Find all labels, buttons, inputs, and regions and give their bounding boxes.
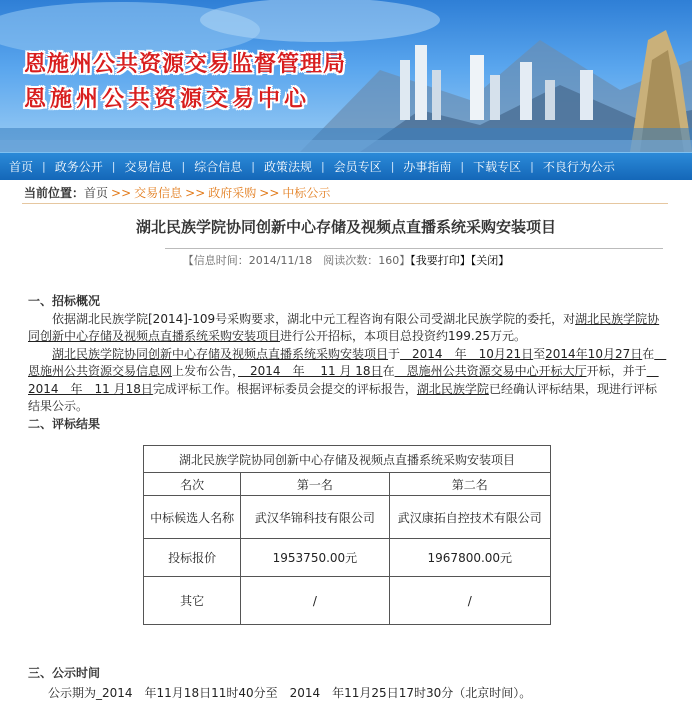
table-row (144, 577, 551, 625)
paragraph-text: 于 (388, 346, 401, 361)
nav-separator: | (111, 160, 116, 173)
section-heading-overview: 一、招标概况 (28, 294, 101, 308)
breadcrumb-arrow: >> (111, 186, 132, 200)
section-heading-publicity-period: 三、公示时间 (28, 666, 101, 680)
evaluation-date: 2014 年 11 月18日 (28, 364, 659, 396)
paragraph-text: 依据湖北民族学院[2014]-109号采购要求，湖北中元工程咨询有限公司受湖北民族学院的委托，对 (52, 311, 576, 326)
nav-item-general-info[interactable]: 综合信息 (194, 160, 243, 174)
project-name-link: 湖北民族学院协同创新中心存储及视频点直播系统采购安装项目 (28, 311, 660, 343)
paragraph-text: 完成评标工作。根据评标委员会提交的评标报告， (152, 381, 417, 396)
table-cell: 武汉华锦科技有限公司 (241, 496, 389, 539)
breadcrumb-home-link[interactable]: 首页 (84, 186, 109, 200)
nav-separator: | (460, 160, 465, 173)
nav-item-trade-info[interactable]: 交易信息 (124, 160, 173, 174)
bid-open-place: 恩施州公共资源交易中心开标大厅 (394, 364, 587, 378)
close-button[interactable]: 【关闭】 (470, 254, 510, 267)
article-meta (0, 252, 692, 268)
overview-paragraph-1 (28, 311, 668, 346)
breadcrumb (24, 184, 330, 201)
announce-website: 恩施州公共资源交易信息网 (28, 346, 667, 378)
table-cell: 中标候选人名称 (144, 496, 241, 539)
paragraph-text: 已经确认评标结果，现进行评标结果公示。 (28, 381, 657, 413)
publicity-period-text: 公示期为_2014 年11月18日11时40分至 2014 年11月25日17时30分（北京时间）。 (48, 686, 532, 700)
paragraph-text: 在 (642, 346, 655, 361)
nav-separator: | (181, 160, 186, 173)
breadcrumb-award-notice-link[interactable]: 中标公示 (282, 186, 331, 200)
table-header-cell: 第二名 (389, 473, 550, 496)
project-name-link: 湖北民族学院协同创新中心存储及视频点直播系统采购安装项目 (52, 346, 389, 361)
nav-item-members[interactable]: 会员专区 (333, 160, 382, 174)
breadcrumb-divider (22, 203, 668, 204)
evaluation-result-table (143, 445, 551, 625)
breadcrumb-arrow: >> (185, 186, 206, 200)
title-divider (165, 248, 663, 249)
bureau-title: 恩施州公共资源交易监督管理局 (24, 52, 347, 77)
overview-paragraph-2 (28, 346, 668, 416)
announce-end-date: 2014年10月27日 (545, 346, 643, 361)
breadcrumb-arrow: >> (259, 186, 280, 200)
table-cell: 其它 (144, 577, 241, 625)
table-cell: 1953750.00元 (241, 539, 389, 577)
table-row (144, 496, 551, 539)
print-button[interactable]: 【我要打印】 (410, 254, 471, 267)
nav-separator: | (251, 160, 255, 173)
breadcrumb-label: 当前位置： (24, 186, 85, 200)
table-cell: 投标报价 (144, 539, 241, 577)
announce-start-date: 2014 年 10月21日 (400, 346, 534, 361)
table-cell: / (241, 577, 389, 625)
paragraph-text: 开标，并于 (586, 364, 647, 378)
paragraph-text: 至 (533, 346, 546, 361)
table-header-cell: 第一名 (241, 473, 389, 496)
article-body (28, 293, 668, 433)
table-header-cell: 名次 (144, 473, 241, 496)
nav-item-home[interactable]: 首页 (9, 160, 34, 174)
nav-item-bad-behavior[interactable]: 不良行为公示 (542, 160, 615, 174)
paragraph-text: 进行公开招标，本项目总投资约199.25万元。 (280, 329, 527, 343)
breadcrumb-trade-info-link[interactable]: 交易信息 (134, 186, 183, 200)
table-caption: 湖北民族学院协同创新中心存储及视频点直播系统采购安装项目 (144, 446, 551, 473)
purchaser-name: 湖北民族学院 (416, 381, 489, 396)
center-title: 恩施州公共资源交易中心 (24, 87, 311, 112)
section-heading-results: 二、评标结果 (28, 416, 101, 431)
nav-item-downloads[interactable]: 下载专区 (473, 160, 522, 174)
table-cell: / (389, 577, 550, 625)
table-cell: 武汉康拓自控技术有限公司 (389, 496, 550, 539)
site-banner (0, 0, 692, 152)
bid-open-date: 2014 年 11 月 18日 (238, 364, 383, 378)
table-row (144, 539, 551, 577)
nav-item-government-affairs[interactable]: 政务公开 (54, 160, 103, 174)
nav-item-guide[interactable]: 办事指南 (403, 160, 452, 174)
paragraph-text: 在 (382, 364, 395, 378)
breadcrumb-gov-procurement-link[interactable]: 政府采购 (208, 186, 257, 200)
page-title: 湖北民族学院协同创新中心存储及视频点直播系统采购安装项目 (135, 218, 556, 236)
nav-separator: | (42, 160, 46, 173)
paragraph-text: 上发布公告， (172, 364, 239, 378)
nav-item-policies[interactable]: 政策法规 (263, 160, 312, 174)
nav-separator: | (530, 160, 534, 173)
nav-separator: | (320, 160, 325, 173)
info-time-read-count: 【信息时间：2014/11/18 阅读次数：160】 (182, 254, 411, 267)
table-cell: 1967800.00元 (389, 539, 550, 577)
main-nav (0, 152, 692, 180)
nav-separator: | (390, 160, 395, 173)
